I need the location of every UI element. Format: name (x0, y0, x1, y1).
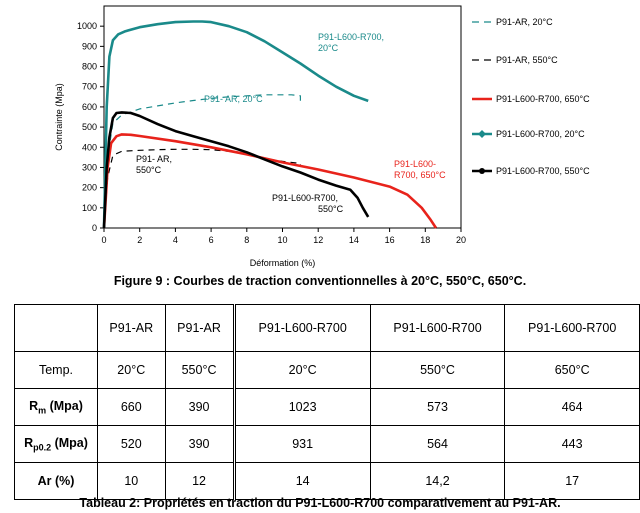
y-tick-label: 900 (81, 41, 97, 52)
legend-marker (478, 130, 486, 138)
table-row (15, 389, 640, 426)
series-line (104, 134, 436, 228)
x-tick-label: 14 (348, 235, 359, 245)
x-tick-label: 12 (313, 235, 324, 245)
y-tick-label: 200 (81, 182, 97, 193)
curve-annotation: P91-L600- (394, 159, 437, 169)
table-cell: 464 (505, 389, 640, 426)
x-tick-label: 8 (244, 235, 250, 245)
table-cell: 564 (370, 426, 505, 463)
legend-marker (479, 168, 485, 174)
table-cell: 20°C (98, 352, 166, 389)
table-cell: 14 (234, 463, 370, 500)
x-tick-label: 10 (277, 235, 288, 245)
y-axis-label: Contrainte (Mpa) (54, 83, 64, 151)
y-tick-label: 0 (91, 223, 97, 233)
curve-annotation: P91-L600-R700, (318, 32, 385, 42)
curve-annotation: P91- AR, 20°C (204, 94, 263, 104)
table-header-cell: P91-L600-R700 (505, 305, 640, 352)
legend-label: P91-L600-R700, 650°C (496, 94, 590, 104)
y-tick-label: 500 (81, 122, 97, 133)
table-cell: 1023 (234, 389, 370, 426)
x-tick-label: 20 (455, 235, 467, 245)
table-cell: 390 (165, 426, 234, 463)
curve-annotation: R700, 650°C (394, 170, 446, 180)
table-cell: 931 (234, 426, 370, 463)
row-label: Ar (%) (15, 463, 98, 500)
table-cell: 550°C (370, 352, 505, 389)
x-tick-label: 16 (384, 235, 395, 245)
table-cell: 660 (98, 389, 166, 426)
table-row (15, 352, 640, 389)
row-label: $R_{p0.2}$ (Mpa) (15, 426, 98, 463)
y-tick-label: 1000 (76, 21, 97, 32)
x-tick-label: 0 (101, 235, 107, 245)
table-cell: 390 (165, 389, 234, 426)
properties-table (14, 304, 640, 500)
table-cell: 12 (165, 463, 234, 500)
curve-annotation: P91- AR, (136, 154, 173, 164)
row-label: $R_m$ (Mpa) (15, 389, 98, 426)
y-tick-label: 800 (81, 61, 97, 72)
x-axis-label: Déformation (%) (249, 258, 316, 268)
table-caption: Tableau 2: Propriétés en traction du P91-L600-R700 comparativement au P91-AR. (79, 496, 561, 510)
x-tick-label: 2 (137, 235, 143, 245)
row-label: Temp. (15, 352, 98, 389)
table-cell: 550°C (165, 352, 234, 389)
y-tick-label: 600 (81, 101, 97, 112)
table-cell: 17 (505, 463, 640, 500)
table-cell: 10 (98, 463, 166, 500)
figure-caption: Figure 9 : Courbes de traction conventionnelles à 20°C, 550°C, 650°C. (113, 274, 527, 288)
y-tick-label: 100 (81, 202, 97, 213)
table-cell: 650°C (505, 352, 640, 389)
curve-annotation: 550°C (318, 204, 344, 214)
legend-label: P91-L600-R700, 550°C (496, 166, 590, 176)
table-cell: 520 (98, 426, 166, 463)
curve-annotation: 550°C (136, 165, 162, 175)
table-row (15, 463, 640, 500)
table-cell: 14,2 (370, 463, 505, 500)
table-header-cell: P91-AR (165, 305, 234, 352)
legend-label: P91-AR, 550°C (496, 55, 558, 65)
table-header-cell: P91-L600-R700 (370, 305, 505, 352)
curve-annotation: P91-L600-R700, (272, 193, 339, 203)
y-tick-label: 400 (81, 142, 97, 153)
table-header-cell: P91-L600-R700 (234, 305, 370, 352)
x-tick-label: 4 (172, 235, 178, 245)
table-cell: 20°C (234, 352, 370, 389)
curve-annotation: 20°C (318, 43, 339, 53)
table-header-row (15, 305, 640, 352)
table-corner (15, 305, 98, 352)
legend-label: P91-AR, 20°C (496, 17, 553, 27)
y-tick-label: 300 (81, 162, 97, 173)
table-cell: 573 (370, 389, 505, 426)
table-header-cell: P91-AR (98, 305, 166, 352)
legend-label: P91-L600-R700, 20°C (496, 129, 585, 139)
y-tick-label: 700 (81, 81, 97, 92)
table-cell: 443 (505, 426, 640, 463)
x-tick-label: 18 (420, 235, 431, 245)
table-row (15, 426, 640, 463)
x-tick-label: 6 (208, 235, 214, 245)
